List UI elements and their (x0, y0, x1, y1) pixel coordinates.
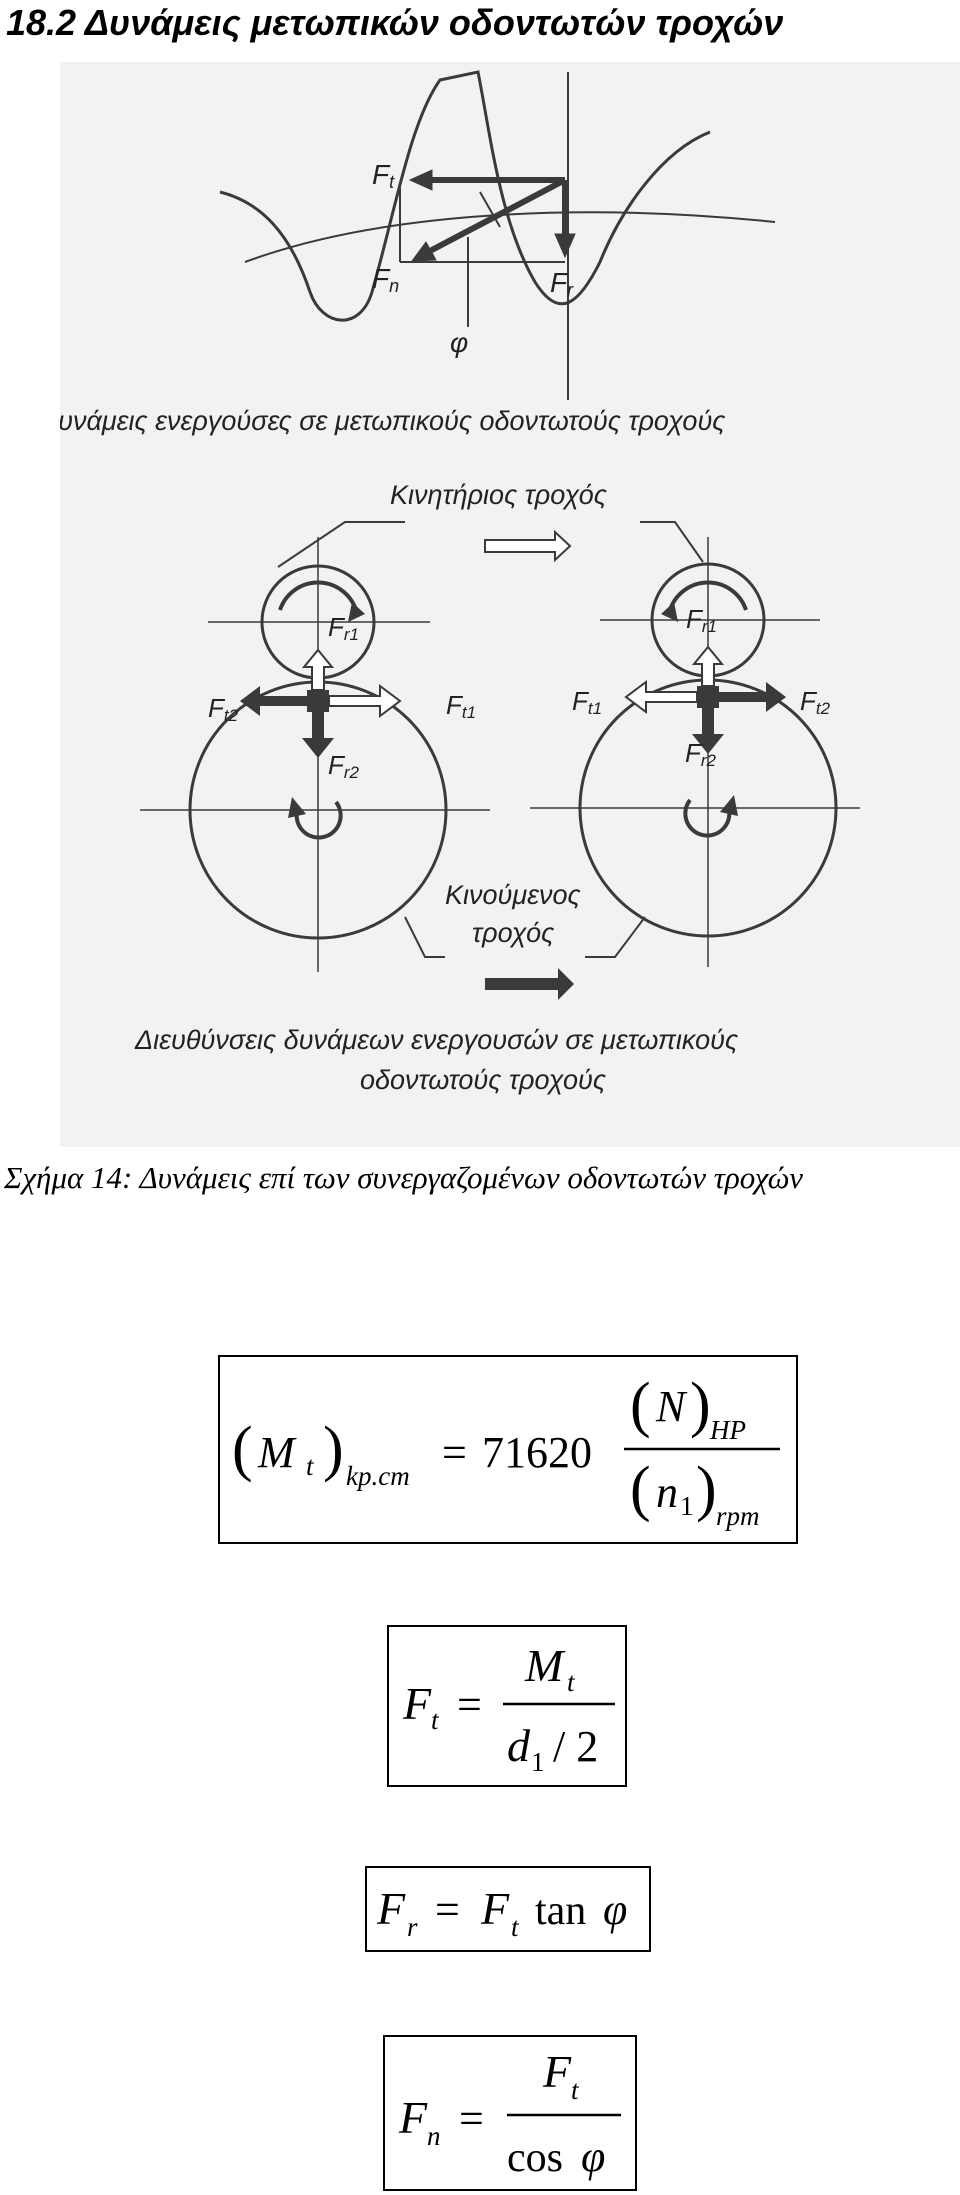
eq1-lhs-sub: t (306, 1451, 314, 1481)
eq3-angle: φ (603, 1885, 628, 1934)
eq4-equals: = (459, 2094, 484, 2143)
eq2-lhs-var: F (403, 1678, 432, 1729)
eq1-rparen: ) (323, 1415, 344, 1483)
eq2-num-var: M (525, 1640, 564, 1691)
eq3-func: tan (535, 1888, 587, 1934)
driven-gear-label-line1: Κινούμενος (445, 880, 581, 910)
eq2-lhs-sub: t (431, 1705, 439, 1735)
svg-text:): ) (690, 1371, 711, 1439)
label-fn: Fn (372, 263, 400, 296)
eq2-den-rest: / 2 (553, 1722, 599, 1771)
left-label-fr2: Fr2 (328, 750, 360, 782)
eq1-den-idx: 1 (680, 1491, 694, 1521)
bottom-diagram-caption-line1: Διευθύνσεις δυνάμεων ενεργουσών σε μετωπικούς (135, 1025, 739, 1055)
eq4-lhs-var: F (399, 2092, 428, 2143)
gear-forces-figure (60, 62, 960, 1147)
right-label-ft2: Ft2 (800, 686, 831, 718)
eq3-lhs-var: F (377, 1883, 406, 1934)
tangential-force-equation (389, 1627, 625, 1785)
top-diagram-caption: Δυνάμεις ενεργούσες σε μετωπικούς οδοντωτούς τροχούς (60, 406, 726, 436)
eq4-num-var: F (543, 2046, 572, 2097)
figure-caption: Σχήμα 14: Δυνάμεις επί των συνεργαζομένων οδοντωτών τροχών (4, 1160, 803, 1195)
eq3-rhs-sub: t (511, 1912, 519, 1942)
eq2-num-sub: t (567, 1667, 575, 1697)
eq2-equals: = (457, 1680, 482, 1729)
eq1-lparen: ( (232, 1415, 253, 1483)
svg-text:(: ( (630, 1371, 651, 1439)
tangential-force-equation-box (387, 1625, 627, 1787)
bottom-diagram-caption-line2: οδοντωτούς τροχούς (360, 1065, 606, 1095)
svg-text:(: ( (630, 1455, 651, 1523)
radial-force-equation (367, 1868, 649, 1950)
right-label-fr2: Fr2 (685, 738, 717, 770)
left-label-ft1: Ft1 (446, 690, 477, 722)
normal-force-equation (385, 2037, 635, 2189)
normal-force-equation-box (383, 2035, 637, 2191)
left-label-ft2: Ft2 (208, 693, 239, 725)
eq1-lhs-unit: kp.cm (346, 1461, 410, 1491)
driven-gear-label-line2: τροχός (472, 918, 555, 948)
eq4-num-sub: t (571, 2075, 579, 2105)
label-ft: Ft (372, 159, 395, 192)
eq4-angle: φ (581, 2132, 606, 2181)
driver-gear-label: Κινητήριος τροχός (390, 480, 607, 510)
right-label-fr1: Fr1 (686, 604, 718, 636)
radial-force-equation-box (365, 1866, 651, 1952)
eq4-func: cos (507, 2135, 563, 2181)
torque-equation-box (218, 1355, 798, 1544)
svg-text:): ) (696, 1455, 717, 1523)
section-title: 18.2 Δυνάμεις μετωπικών οδοντωτών τροχών (6, 2, 784, 43)
eq3-rhs-var: F (481, 1883, 510, 1934)
eq1-den-var: n (656, 1468, 678, 1517)
right-label-ft1: Ft1 (572, 686, 603, 718)
label-phi: φ (450, 327, 469, 358)
left-label-fr1: Fr1 (328, 612, 360, 644)
eq1-den-unit: rpm (716, 1501, 760, 1531)
eq1-lhs-var: M (258, 1428, 295, 1477)
gear-forces-diagram (60, 62, 960, 1147)
eq1-constant: 71620 (482, 1428, 592, 1477)
eq1-num-var: N (656, 1382, 686, 1431)
eq4-lhs-sub: n (427, 2121, 441, 2151)
eq1-equals: = (442, 1428, 467, 1477)
eq3-lhs-sub: r (407, 1912, 418, 1942)
eq2-den-var: d (507, 1720, 530, 1771)
eq3-equals: = (435, 1885, 460, 1934)
label-fr: Fr (550, 267, 574, 300)
torque-equation (220, 1357, 796, 1542)
eq1-num-unit: HP (710, 1415, 746, 1445)
eq2-den-idx: 1 (531, 1747, 545, 1777)
